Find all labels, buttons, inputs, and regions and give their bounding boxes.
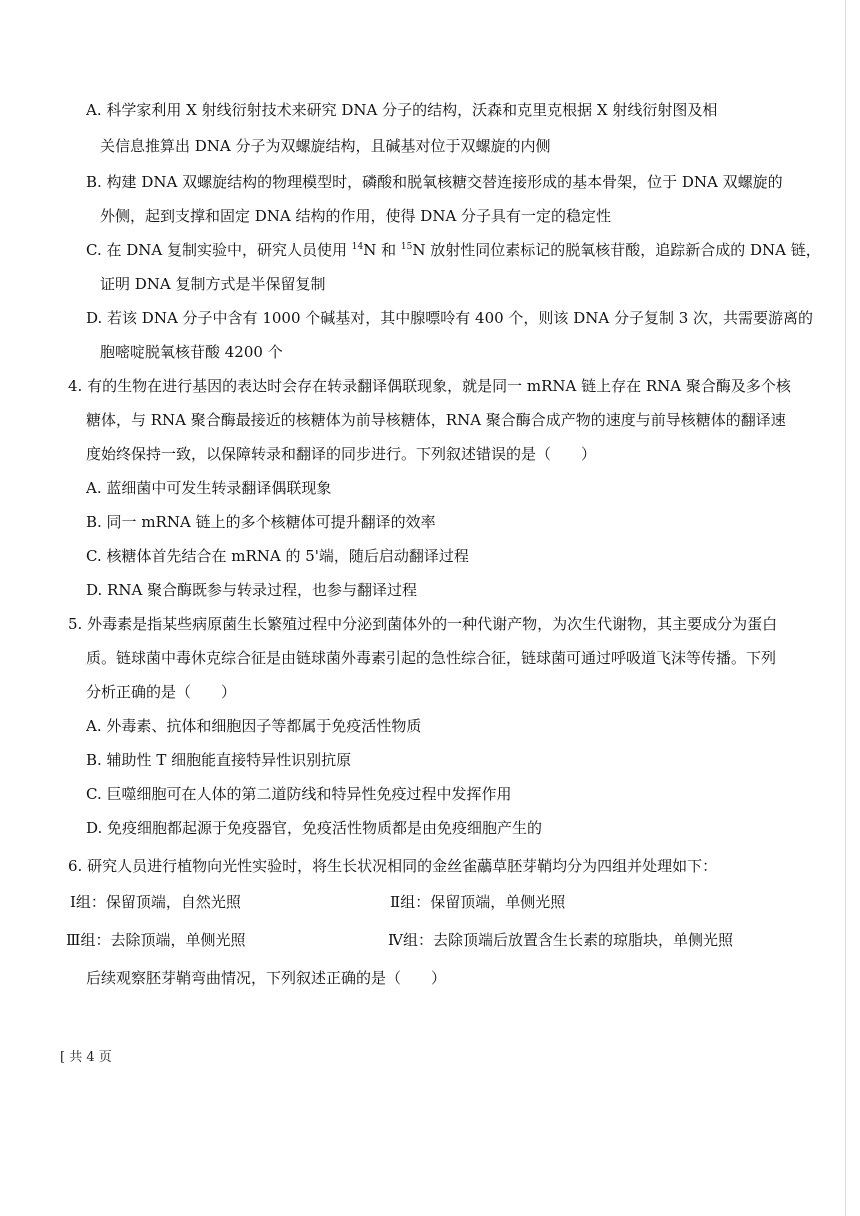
q5-option-c: C. 巨噬细胞可在人体的第二道防线和特异性免疫过程中发挥作用	[86, 785, 512, 803]
q4-option-c: C. 核糖体首先结合在 mRNA 的 5'端，随后启动翻译过程	[86, 547, 469, 565]
q4-stem-line2: 糖体，与 RNA 聚合酶最接近的核糖体为前导核糖体，RNA 聚合酶合成产物的速度与前导核糖体的翻译速	[86, 411, 786, 429]
q5-stem-line1: 5. 外毒素是指某些病原菌生长繁殖过程中分泌到菌体外的一种代谢产物，为次生代谢物，其主要成分为蛋白	[68, 615, 778, 633]
q4-option-a: A. 蓝细菌中可发生转录翻译偶联现象	[86, 479, 332, 497]
isotope-15-superscript: 15	[400, 242, 413, 252]
q3-option-c-line2: 证明 DNA 复制方式是半保留复制	[100, 275, 326, 293]
isotope-14-superscript: 14	[351, 242, 364, 252]
q6-group-4: Ⅳ组：去除顶端后放置含生长素的琼脂块，单侧光照	[388, 931, 733, 949]
q3-option-d-line2: 胞嘧啶脱氧核苷酸 4200 个	[100, 343, 283, 361]
q6-stem: 6. 研究人员进行植物向光性实验时，将生长状况相同的金丝雀虉草胚芽鞘均分为四组并处理如下：	[68, 857, 718, 875]
q6-group-2: Ⅱ组：保留顶端，单侧光照	[390, 893, 566, 911]
q5-stem-line2: 质。链球菌中毒休克综合征是由链球菌外毒素引起的急性综合征，链球菌可通过呼吸道飞沫等传播。下列	[86, 649, 777, 667]
q4-option-d: D. RNA 聚合酶既参与转录过程，也参与翻译过程	[86, 581, 418, 599]
q5-option-b: B. 辅助性 T 细胞能直接特异性识别抗原	[86, 751, 352, 769]
q4-stem-line1: 4. 有的生物在进行基因的表达时会存在转录翻译偶联现象，就是同一 mRNA 链上存在 RNA 聚合酶及多个核	[68, 377, 791, 395]
q4-option-b: B. 同一 mRNA 链上的多个核糖体可提升翻译的效率	[86, 513, 436, 531]
page-footer: [ 共 4 页	[60, 1050, 112, 1065]
q6-group-3: Ⅲ组：去除顶端，单侧光照	[66, 931, 246, 949]
q3-option-b-line2: 外侧，起到支撑和固定 DNA 结构的作用，使得 DNA 分子具有一定的稳定性	[100, 207, 612, 225]
q5-option-a: A. 外毒素、抗体和细胞因子等都属于免疫活性物质	[86, 717, 422, 735]
page-edge	[845, 0, 846, 1216]
q3-option-d-line1: D. 若该 DNA 分子中含有 1000 个碱基对，其中腺嘌呤有 400 个，则该 DNA 分子复制 3 次，共需要游离的	[86, 309, 814, 327]
q4-stem-line3: 度始终保持一致，以保障转录和翻译的同步进行。下列叙述错误的是（ ）	[86, 445, 597, 463]
q3-option-c-line1: C. 在 DNA 复制实验中，研究人员使用 $^{14}$N 和 $^{15}$N 放射性同位素标记的脱氧核苷酸，追踪新合成的 DNA 链，	[86, 241, 821, 259]
q6-group-1: Ⅰ组：保留顶端，自然光照	[70, 893, 241, 911]
q6-tail: 后续观察胚芽鞘弯曲情况，下列叙述正确的是（ ）	[86, 969, 447, 987]
q3-option-b-line1: B. 构建 DNA 双螺旋结构的物理模型时，磷酸和脱氧核糖交替连接形成的基本骨架，位于 DNA 双螺旋的	[86, 173, 783, 191]
q3-option-a-line2: 关信息推算出 DNA 分子为双螺旋结构，且碱基对位于双螺旋的内侧	[100, 137, 551, 155]
q3-option-a-line1: A. 科学家利用 X 射线衍射技术来研究 DNA 分子的结构，沃森和克里克根据 X 射线衍射图及相	[86, 101, 718, 119]
q5-option-d: D. 免疫细胞都起源于免疫器官，免疫活性物质都是由免疫细胞产生的	[86, 819, 543, 837]
q5-stem-line3: 分析正确的是（ ）	[86, 683, 237, 701]
